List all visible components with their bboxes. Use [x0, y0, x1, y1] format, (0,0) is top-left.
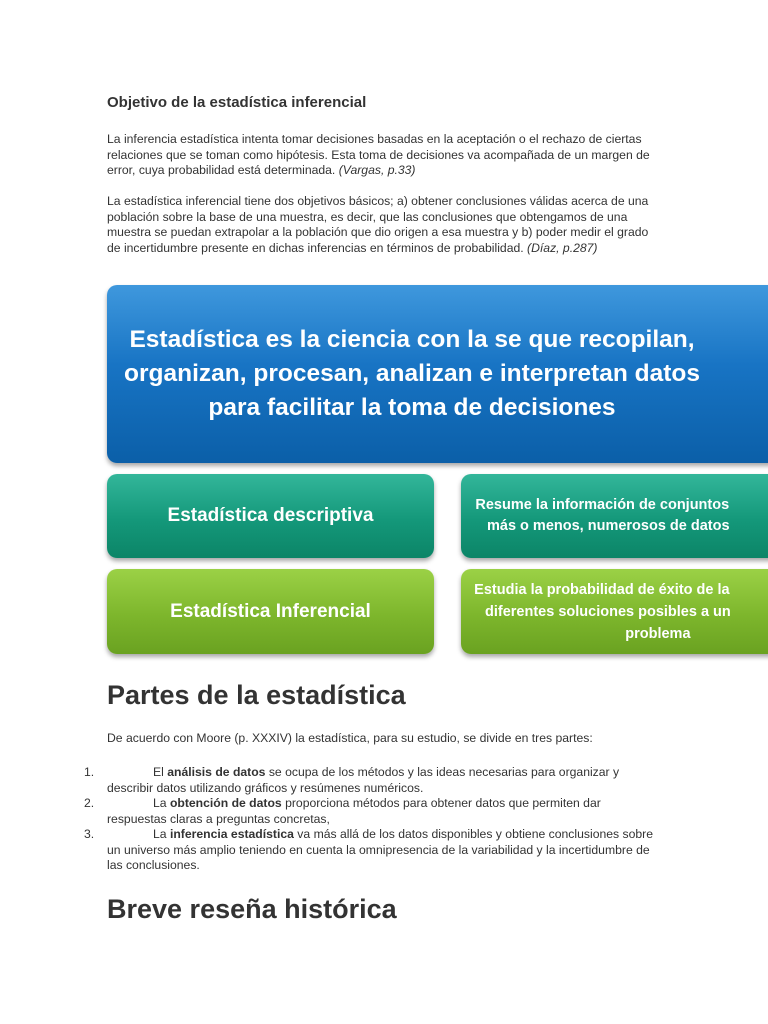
description-line: diferentes soluciones posibles a un: [485, 603, 731, 620]
definition-box: [107, 285, 768, 463]
paragraph-text: La estadística inferencial tiene dos objetivos básicos; a) obtener conclusiones válidas acerca de una población sobre la base de una muestra, es decir, que las conclusiones que obtengamos de una muestra se puedan extrapolar a la población que dio origen a esa muestra y b) poder medir el grado de incertidumbre presente en dichas inferencias en términos de probabilidad.: [107, 194, 649, 255]
item-text: La: [153, 827, 170, 841]
description-line: Resume la información de conjuntos: [475, 497, 730, 513]
item-text: se ocupa de los métodos y las ideas necesarias para organizar y describir datos utilizando gráficos y resúmenes numéricos.: [107, 765, 620, 795]
definition-line: organizan, procesan, analizan e interpretan datos: [124, 360, 700, 387]
item-term: inferencia estadística: [169, 827, 294, 841]
inferencial-description-box: [461, 569, 768, 654]
inferencial-box: [107, 569, 434, 654]
section-heading-historia: Breve reseña histórica: [107, 894, 397, 924]
item-text: proporciona métodos para obtener datos que permiten dar respuestas claras a preguntas concretas,: [107, 796, 601, 826]
description-line: Estudia la probabilidad de éxito de la: [474, 581, 730, 598]
paragraph-moore: De acuerdo con Moore (p. XXXIV) la estadística, para su estudio, se divide en tres partes:: [107, 731, 593, 745]
item-term: análisis de datos: [167, 765, 266, 779]
paragraph-objetivos: [107, 194, 662, 256]
item-text: El: [153, 765, 168, 779]
list-item: [0, 796, 768, 827]
list-item: [0, 827, 768, 874]
parts-list: [0, 765, 768, 874]
item-term: obtención de datos: [169, 796, 282, 810]
item-text: va más allá de los datos disponibles y obtiene conclusiones sobre un universo más amplio teniendo en cuenta la omnipresencia de la variabilidad y la incertidumbre de las conclusiones.: [107, 827, 653, 872]
list-number: 1.: [84, 765, 95, 779]
section-heading-objetivo: Objetivo de la estadística inferencial: [107, 94, 367, 111]
description-line: problema: [625, 625, 691, 642]
paragraph-inferencia: [107, 132, 662, 179]
citation-vargas: (Vargas, p.33): [338, 163, 416, 177]
list-item: [0, 765, 768, 796]
descriptiva-label: Estadística descriptiva: [167, 505, 374, 526]
definition-line: para facilitar la toma de decisiones: [208, 394, 616, 421]
description-line: más o menos, numerosos de datos: [487, 518, 730, 534]
list-number: 2.: [84, 796, 95, 810]
section-heading-partes: Partes de la estadística: [107, 680, 406, 710]
item-text: La: [153, 796, 170, 810]
list-number: 3.: [84, 827, 95, 841]
descriptiva-box: [107, 474, 434, 558]
paragraph-text: La inferencia estadística intenta tomar decisiones basadas en la aceptación o el rechazo de ciertas relaciones que se toman como hipótesis. Esta toma de decisiones va acompañada de un margen de error, cuya probabilidad está determinada.: [107, 132, 650, 177]
citation-diaz: (Díaz, p.287): [527, 240, 598, 255]
definition-line: Estadística es la ciencia con la se que recopilan,: [129, 326, 695, 353]
inferencial-label: Estadística Inferencial: [170, 600, 371, 622]
descriptiva-description-box: [461, 474, 768, 558]
